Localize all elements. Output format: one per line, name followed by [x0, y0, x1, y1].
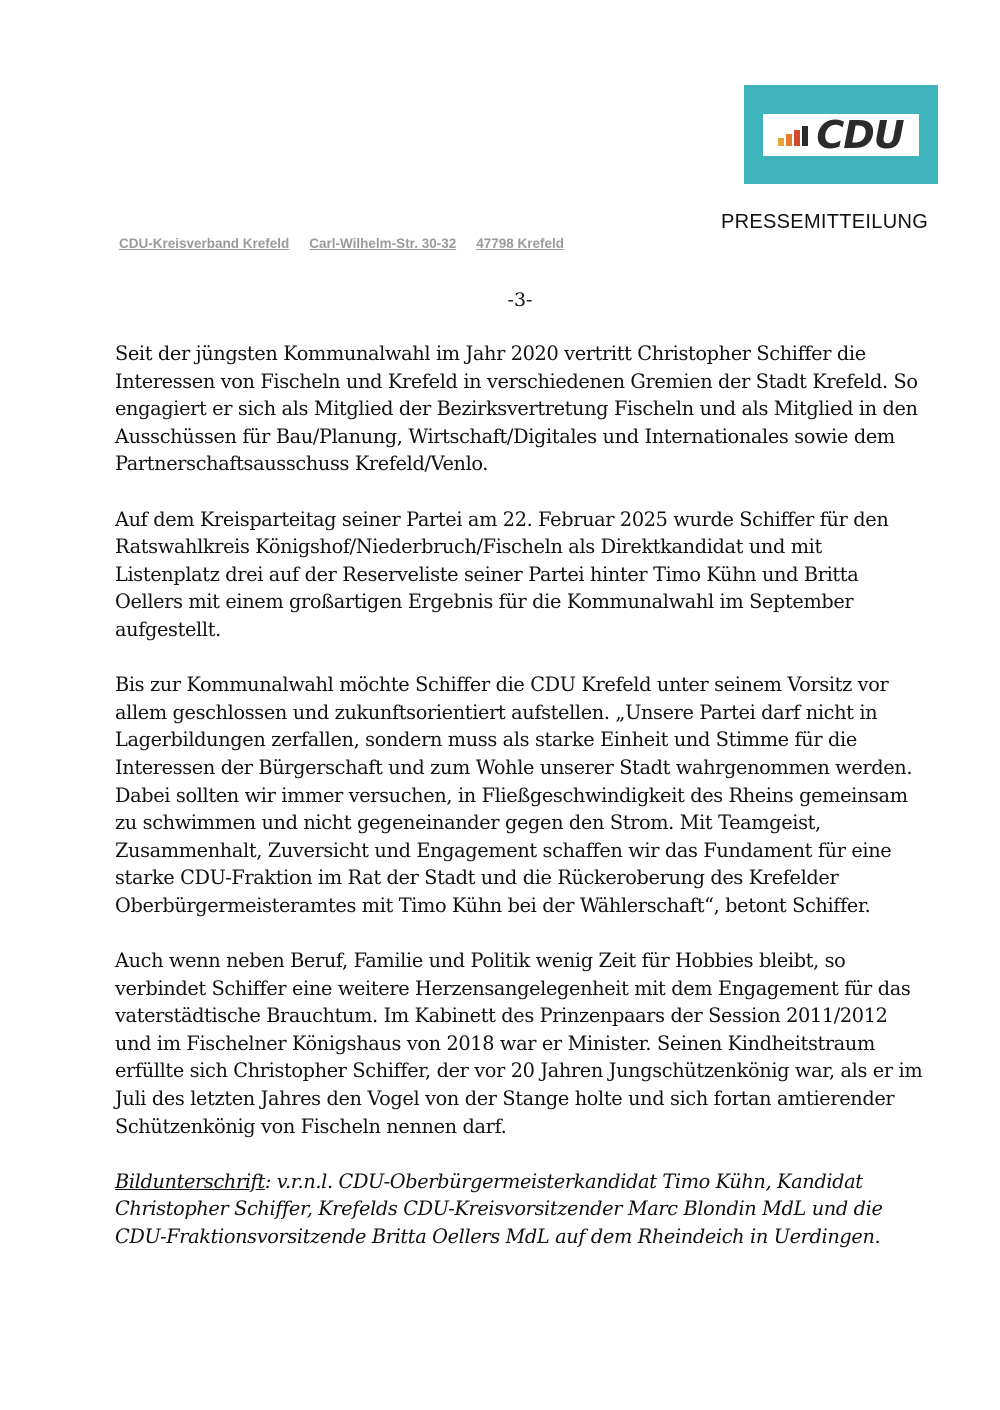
caption-label: Bildunterschrift	[115, 1169, 265, 1193]
page-number: -3-	[507, 289, 533, 311]
press-release-body	[115, 340, 927, 1278]
sender-organization: CDU-Kreisverband Krefeld	[119, 236, 290, 251]
cdu-logo-text: CDU	[816, 112, 904, 157]
body-paragraph: Auch wenn neben Beruf, Familie und Politik wenig Zeit für Hobbies bleibt, so verbindet Schiffer eine weitere Herzensangelegenheit mit dem Engagement für das vaterstädtische Brauchtum. Im Kabinett des Prinzenpaars der Session 2011/2012 und im Fischelner Königshaus von 2018 war er Minister. Seinen Kindheitstraum erfüllte sich Christopher Schiffer, der vor 20 Jahren Jungschützenkönig war, als er im Juli des letzten Jahres den Vogel von der Stange holte und sich fortan amtierender Schützenkönig von Fischeln nennen darf.	[115, 949, 923, 1138]
sender-address-line	[119, 236, 564, 251]
cdu-logo-plate	[763, 114, 919, 156]
caption-text: : v.r.n.l. CDU-Oberbürgermeisterkandidat Timo Kühn, Kandidat Christopher Schiffer, Krefelds CDU-Kreisvorsitzender Marc Blondin MdL und die CDU-Fraktionsvorsitzende Britta Oellers MdL auf dem Rheindeich in Uerdingen.	[115, 1169, 883, 1248]
photo-caption	[115, 1168, 927, 1251]
cdu-logo	[744, 85, 938, 184]
body-paragraph: Seit der jüngsten Kommunalwahl im Jahr 2020 vertritt Christopher Schiffer die Interessen von Fischeln und Krefeld in verschiedenen Gremien der Stadt Krefeld. So engagiert er sich als Mitglied der Bezirksvertretung Fischeln und als Mitglied in den Ausschüssen für Bau/Planung, Wirtschaft/Digitales und Internationales sowie dem Partnerschaftsausschuss Krefeld/Venlo.	[115, 342, 918, 476]
body-paragraph: Auf dem Kreisparteitag seiner Partei am 22. Februar 2025 wurde Schiffer für den Ratswahlkreis Königshof/Niederbruch/Fischeln als Direktkandidat und mit Listenplatz drei auf der Reserveliste seiner Partei hinter Timo Kühn und Britta Oellers mit einem großartigen Ergebnis für die Kommunalwahl im September aufgestellt.	[115, 507, 889, 641]
cdu-bars-icon	[778, 124, 812, 146]
sender-city: 47798 Krefeld	[476, 236, 565, 251]
body-paragraph: Bis zur Kommunalwahl möchte Schiffer die CDU Krefeld unter seinem Vorsitz vor allem geschlossen und zukunftsorientiert aufstellen. „Unsere Partei darf nicht in Lagerbildungen zerfallen, sondern muss als starke Einheit und Stimme für die Interessen der Bürgerschaft und zum Wohle unserer Stadt wahrgenommen werden. Dabei sollten wir immer versuchen, in Fließgeschwindigkeit des Rheins gemeinsam zu schwimmen und nicht gegeneinander gegen den Strom. Mit Teamgeist, Zusammenhalt, Zuversicht und Engagement schaffen wir das Fundament für eine starke CDU-Fraktion im Rat der Stadt und die Rückeroberung des Krefelder Oberbürgermeisteramtes mit Timo Kühn bei der Wählerschaft“, betont Schiffer.	[115, 673, 913, 917]
sender-street: Carl-Wilhelm-Str. 30-32	[309, 236, 457, 251]
document-type-label: PRESSEMITTEILUNG	[721, 211, 929, 233]
